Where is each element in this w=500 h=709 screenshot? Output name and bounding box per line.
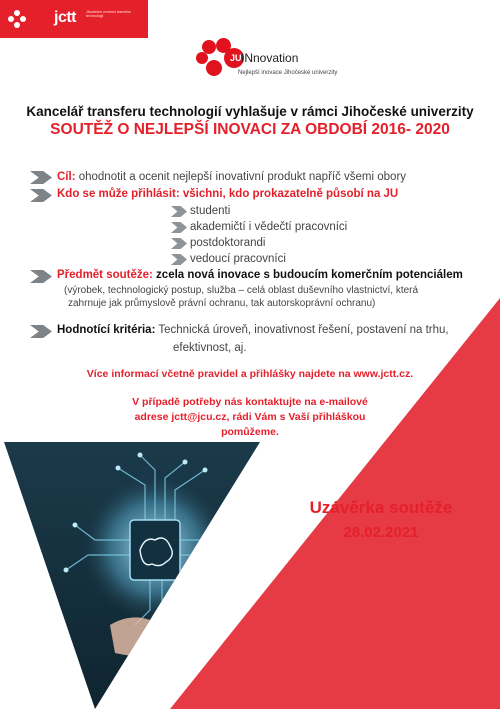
logo-ju: JU bbox=[230, 53, 242, 63]
contact-text-3: pomůžeme. bbox=[221, 426, 279, 438]
criteria-label: Hodnotící kritéria: bbox=[57, 324, 156, 336]
deadline-label: Uzávěrka soutěže bbox=[309, 498, 453, 517]
contact-text-2: adrese jctt@jcu.cz, rádi Vám s Vaší přihláškou bbox=[134, 411, 366, 423]
more-info-text: Více informací včetně pravidel a přihlášky najdete na www.jctt.cz. bbox=[86, 368, 414, 380]
who-label: Kdo se může přihlásit: bbox=[57, 188, 180, 200]
who-item: studenti bbox=[190, 205, 231, 217]
goal-text: ohodnotit a ocenit nejlepší inovativní produkt napříč všemi obory bbox=[75, 171, 407, 183]
who-item: akademičtí i vědečtí pracovníci bbox=[190, 221, 348, 233]
who-item: postdoktorandi bbox=[190, 237, 266, 249]
deadline-date: 28.02.2021 bbox=[343, 524, 419, 541]
logo-tagline: Nejlepší inovace Jihočeské univerzity bbox=[238, 70, 338, 76]
subject-note: (výrobek, technologický postup, služba – celá oblast duševního vlastnictví, která bbox=[64, 285, 419, 296]
headline-intro: Kancelář transferu technologií vyhlašuje v rámci Jihočeské univerzity bbox=[26, 104, 474, 119]
hands-image bbox=[110, 617, 195, 657]
who-text: všichni, kdo prokazatelně působí na JU bbox=[179, 188, 399, 200]
logo-innovation: INnovation bbox=[241, 51, 299, 65]
subject-label: Předmět soutěže: bbox=[57, 269, 153, 281]
subject-text: zcela nová inovace s budoucím komerčním potenciálem bbox=[152, 269, 463, 281]
subject-note: zahrnuje jak průmyslově právní ochranu, tak autorskoprávní ochranu) bbox=[68, 298, 376, 309]
who-item: vedoucí pracovníci bbox=[190, 253, 286, 265]
brand-name: jctt bbox=[54, 9, 76, 26]
criteria-text: Technická úroveň, inovativnost řešení, postavení na trhu, bbox=[155, 324, 449, 336]
criteria-text-cont: efektivnost, aj. bbox=[173, 342, 247, 354]
headline-contest: SOUTĚŽ O NEJLEPŠÍ INOVACI ZA OBDOBÍ 2016- 2020 bbox=[50, 121, 450, 138]
goal-label: Cíl: bbox=[57, 171, 76, 183]
brand-subtitle: Jihočeské centrum transferu technologií bbox=[86, 10, 132, 19]
contact-text-1: V případě potřeby nás kontaktujte na e-mailové bbox=[132, 396, 368, 408]
